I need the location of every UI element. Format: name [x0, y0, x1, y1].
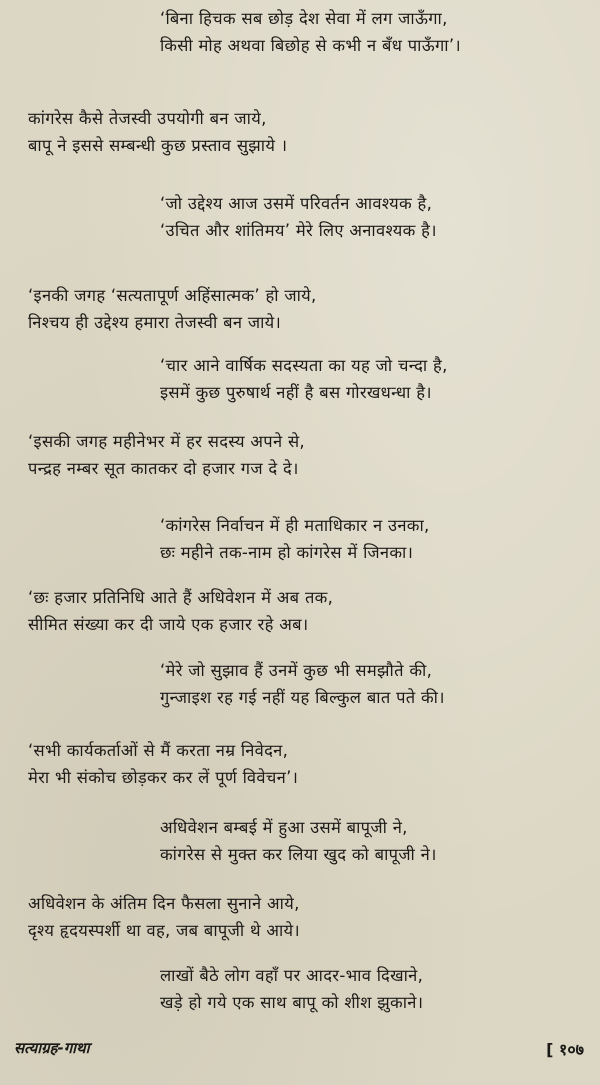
verse-line: अधिवेशन बम्बई में हुआ उसमें बापूजी ने, — [160, 818, 408, 837]
stanza-3 — [160, 190, 437, 244]
verse-line: ‘छः हजार प्रतिनिधि आते हैं अधिवेशन में अब तक, — [28, 588, 334, 607]
verse-line: लाखों बैठे लोग वहाँ पर आदर-भाव दिखाने, — [160, 966, 424, 985]
stanza-5 — [160, 352, 448, 406]
book-title: सत्याग्रह-गाथा — [14, 1039, 90, 1057]
verse-line: ‘कांगरेस निर्वाचन में ही मताधिकार न उनका, — [160, 516, 430, 535]
stanza-10 — [28, 737, 298, 791]
verse-line: ‘इनकी जगह ‘सत्यतापूर्ण अहिंसात्मक’ हो जाये, — [28, 286, 317, 305]
stanza-13 — [160, 962, 423, 1016]
page-number: [ १०७ — [546, 1040, 584, 1059]
verse-line: निश्चय ही उद्देश्य हमारा तेजस्वी बन जाये। — [28, 313, 282, 332]
verse-line: किसी मोह अथवा बिछोह से कभी न बँध पाऊँगा’। — [160, 36, 461, 55]
verse-line: कांगरेस से मुक्त कर लिया खुद को बापूजी ने। — [160, 845, 437, 864]
verse-line: ‘चार आने वार्षिक सदस्यता का यह जो चन्दा है, — [160, 356, 448, 375]
verse-line: ‘बिना हिचक सब छोड़ देश सेवा में लग जाऊँगा, — [160, 9, 448, 28]
verse-line: बापू ने इससे सम्बन्धी कुछ प्रस्ताव सुझाये । — [28, 136, 288, 155]
stanza-1 — [160, 5, 461, 59]
verse-line: गुन्जाइश रह गई नहीं यह बिल्कुल बात पते की। — [160, 688, 445, 707]
stanza-11 — [160, 814, 437, 868]
verse-line: ‘मेरे जो सुझाव हैं उनमें कुछ भी समझौते की, — [160, 661, 433, 680]
verse-line: ‘उचित और शांतिमय’ मेरे लिए अनावश्यक है। — [160, 221, 437, 240]
verse-line: छः महीने तक-नाम हो कांगरेस में जिनका। — [160, 543, 414, 562]
verse-line: दृश्य हृदयस्पर्शी था वह, जब बापूजी थे आये। — [28, 921, 300, 940]
stanza-12 — [28, 890, 300, 944]
verse-line: ‘इसकी जगह महीनेभर में हर सदस्य अपने से, — [28, 432, 305, 451]
stanza-9 — [160, 657, 445, 711]
verse-line: इसमें कुछ पुरुषार्थ नहीं है बस गोरखधन्धा है। — [160, 383, 432, 402]
verse-line: सीमित संख्या कर दी जाये एक हजार रहे अब। — [28, 615, 309, 634]
verse-line: पन्द्रह नम्बर सूत कातकर दो हजार गज दे दे। — [28, 459, 299, 478]
stanza-8 — [28, 584, 333, 638]
verse-line: अधिवेशन के अंतिम दिन फैसला सुनाने आये, — [28, 894, 300, 913]
page-footer — [0, 1038, 600, 1068]
verse-line: कांगरेस कैसे तेजस्वी उपयोगी बन जाये, — [28, 109, 267, 128]
stanza-7 — [160, 512, 430, 566]
verse-line: मेरा भी संकोच छोड़कर कर लें पूर्ण विवेचन’। — [28, 768, 299, 787]
stanza-6 — [28, 428, 305, 482]
verse-line: ‘जो उद्देश्य आज उसमें परिवर्तन आवश्यक है, — [160, 194, 433, 213]
verse-line: ‘सभी कार्यकर्ताओं से मैं करता नम्र निवेदन, — [28, 741, 289, 760]
stanza-4 — [28, 282, 317, 336]
verse-line: खड़े हो गये एक साथ बापू को शीश झुकाने। — [160, 993, 424, 1012]
stanza-2 — [28, 105, 287, 159]
